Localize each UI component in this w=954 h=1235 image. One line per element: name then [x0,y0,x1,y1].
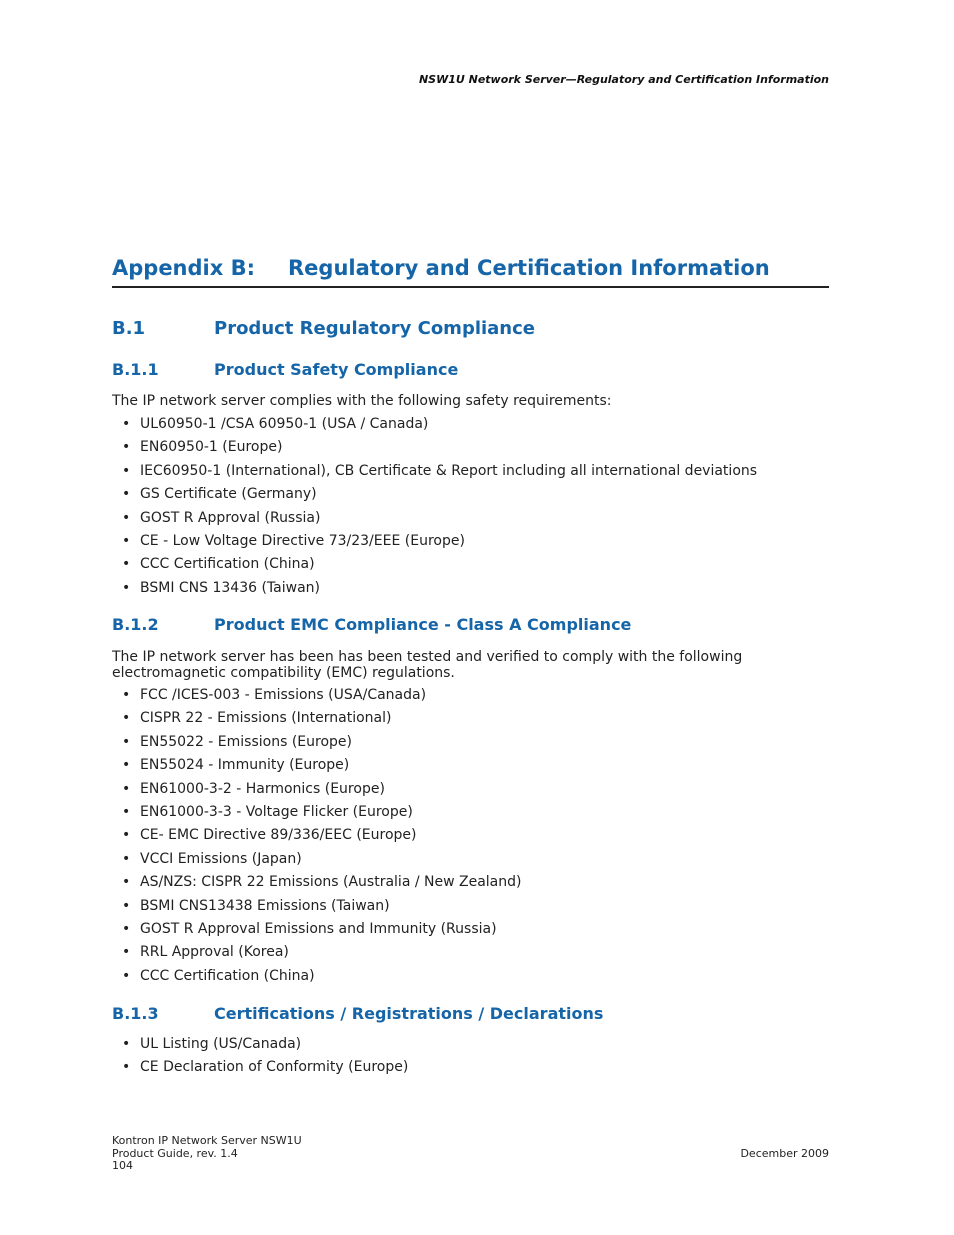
list-item: • GS Certificate (Germany) [112,484,757,507]
list-item: • CCC Certification (China) [112,966,521,989]
section-number: B.1 [112,318,146,339]
appendix-title-text: Regulatory and Certification Information [288,256,770,280]
footer-date: December 2009 [740,1147,829,1160]
list-item: • GOST R Approval (Russia) [112,508,757,531]
section-number: B.1.1 [112,360,159,379]
list-item: • VCCI Emissions (Japan) [112,849,521,872]
list-item: • BSMI CNS13438 Emissions (Taiwan) [112,896,521,919]
footer-product: Kontron IP Network Server NSW1U [112,1134,302,1147]
section-heading-b11 [112,360,458,379]
safety-intro: The IP network server complies with the following safety requirements: [112,393,612,409]
emc-intro-line: electromagnetic compatibility (EMC) regulations. [112,665,455,681]
list-item: • AS/NZS: CISPR 22 Emissions (Australia / New Zealand) [112,872,521,895]
list-item: • CE- EMC Directive 89/336/EEC (Europe) [112,825,521,848]
footer-guide: Product Guide, rev. 1.4 [112,1146,238,1160]
list-item: • EN61000-3-2 - Harmonics (Europe) [112,779,521,802]
list-item: • CE - Low Voltage Directive 73/23/EEE (Europe) [112,531,757,554]
section-heading-b1 [112,318,535,339]
appendix-title [112,256,829,288]
emc-intro [112,649,812,681]
section-number: B.1.2 [112,615,159,634]
list-item: • EN55022 - Emissions (Europe) [112,732,521,755]
list-item: • EN55024 - Immunity (Europe) [112,755,521,778]
section-heading-b12 [112,615,631,634]
section-title: Product Safety Compliance [214,360,459,379]
footer [112,1135,302,1173]
list-item: • GOST R Approval Emissions and Immunity (Russia) [112,919,521,942]
list-item: • CISPR 22 - Emissions (International) [112,708,521,731]
list-item: • CE Declaration of Conformity (Europe) [112,1057,408,1080]
section-number: B.1.3 [112,1004,159,1023]
list-item: • RRL Approval (Korea) [112,942,521,965]
safety-requirements-list [112,414,757,601]
emc-intro-line: The IP network server has been has been tested and verified to comply with the following [112,649,743,665]
list-item: • UL Listing (US/Canada) [112,1034,408,1057]
section-title: Product Regulatory Compliance [214,318,536,339]
section-heading-b13 [112,1004,603,1023]
running-header: NSW1U Network Server—Regulatory and Certification Information [418,73,829,86]
list-item: • UL60950-1 /CSA 60950-1 (USA / Canada) [112,414,757,437]
list-item: • EN61000-3-3 - Voltage Flicker (Europe) [112,802,521,825]
section-title: Certifications / Registrations / Declarations [214,1004,604,1023]
section-title: Product EMC Compliance - Class A Compliance [214,615,632,634]
list-item: • EN60950-1 (Europe) [112,437,757,460]
page-number: 104 [112,1159,133,1172]
list-item: • CCC Certification (China) [112,554,757,577]
certifications-list [112,1034,408,1081]
emc-regulations-list [112,685,521,989]
list-item: • FCC /ICES-003 - Emissions (USA/Canada) [112,685,521,708]
list-item: • IEC60950-1 (International), CB Certificate & Report including all international deviations [112,461,757,484]
list-item: • BSMI CNS 13436 (Taiwan) [112,578,757,601]
appendix-number: Appendix B: [112,256,256,280]
